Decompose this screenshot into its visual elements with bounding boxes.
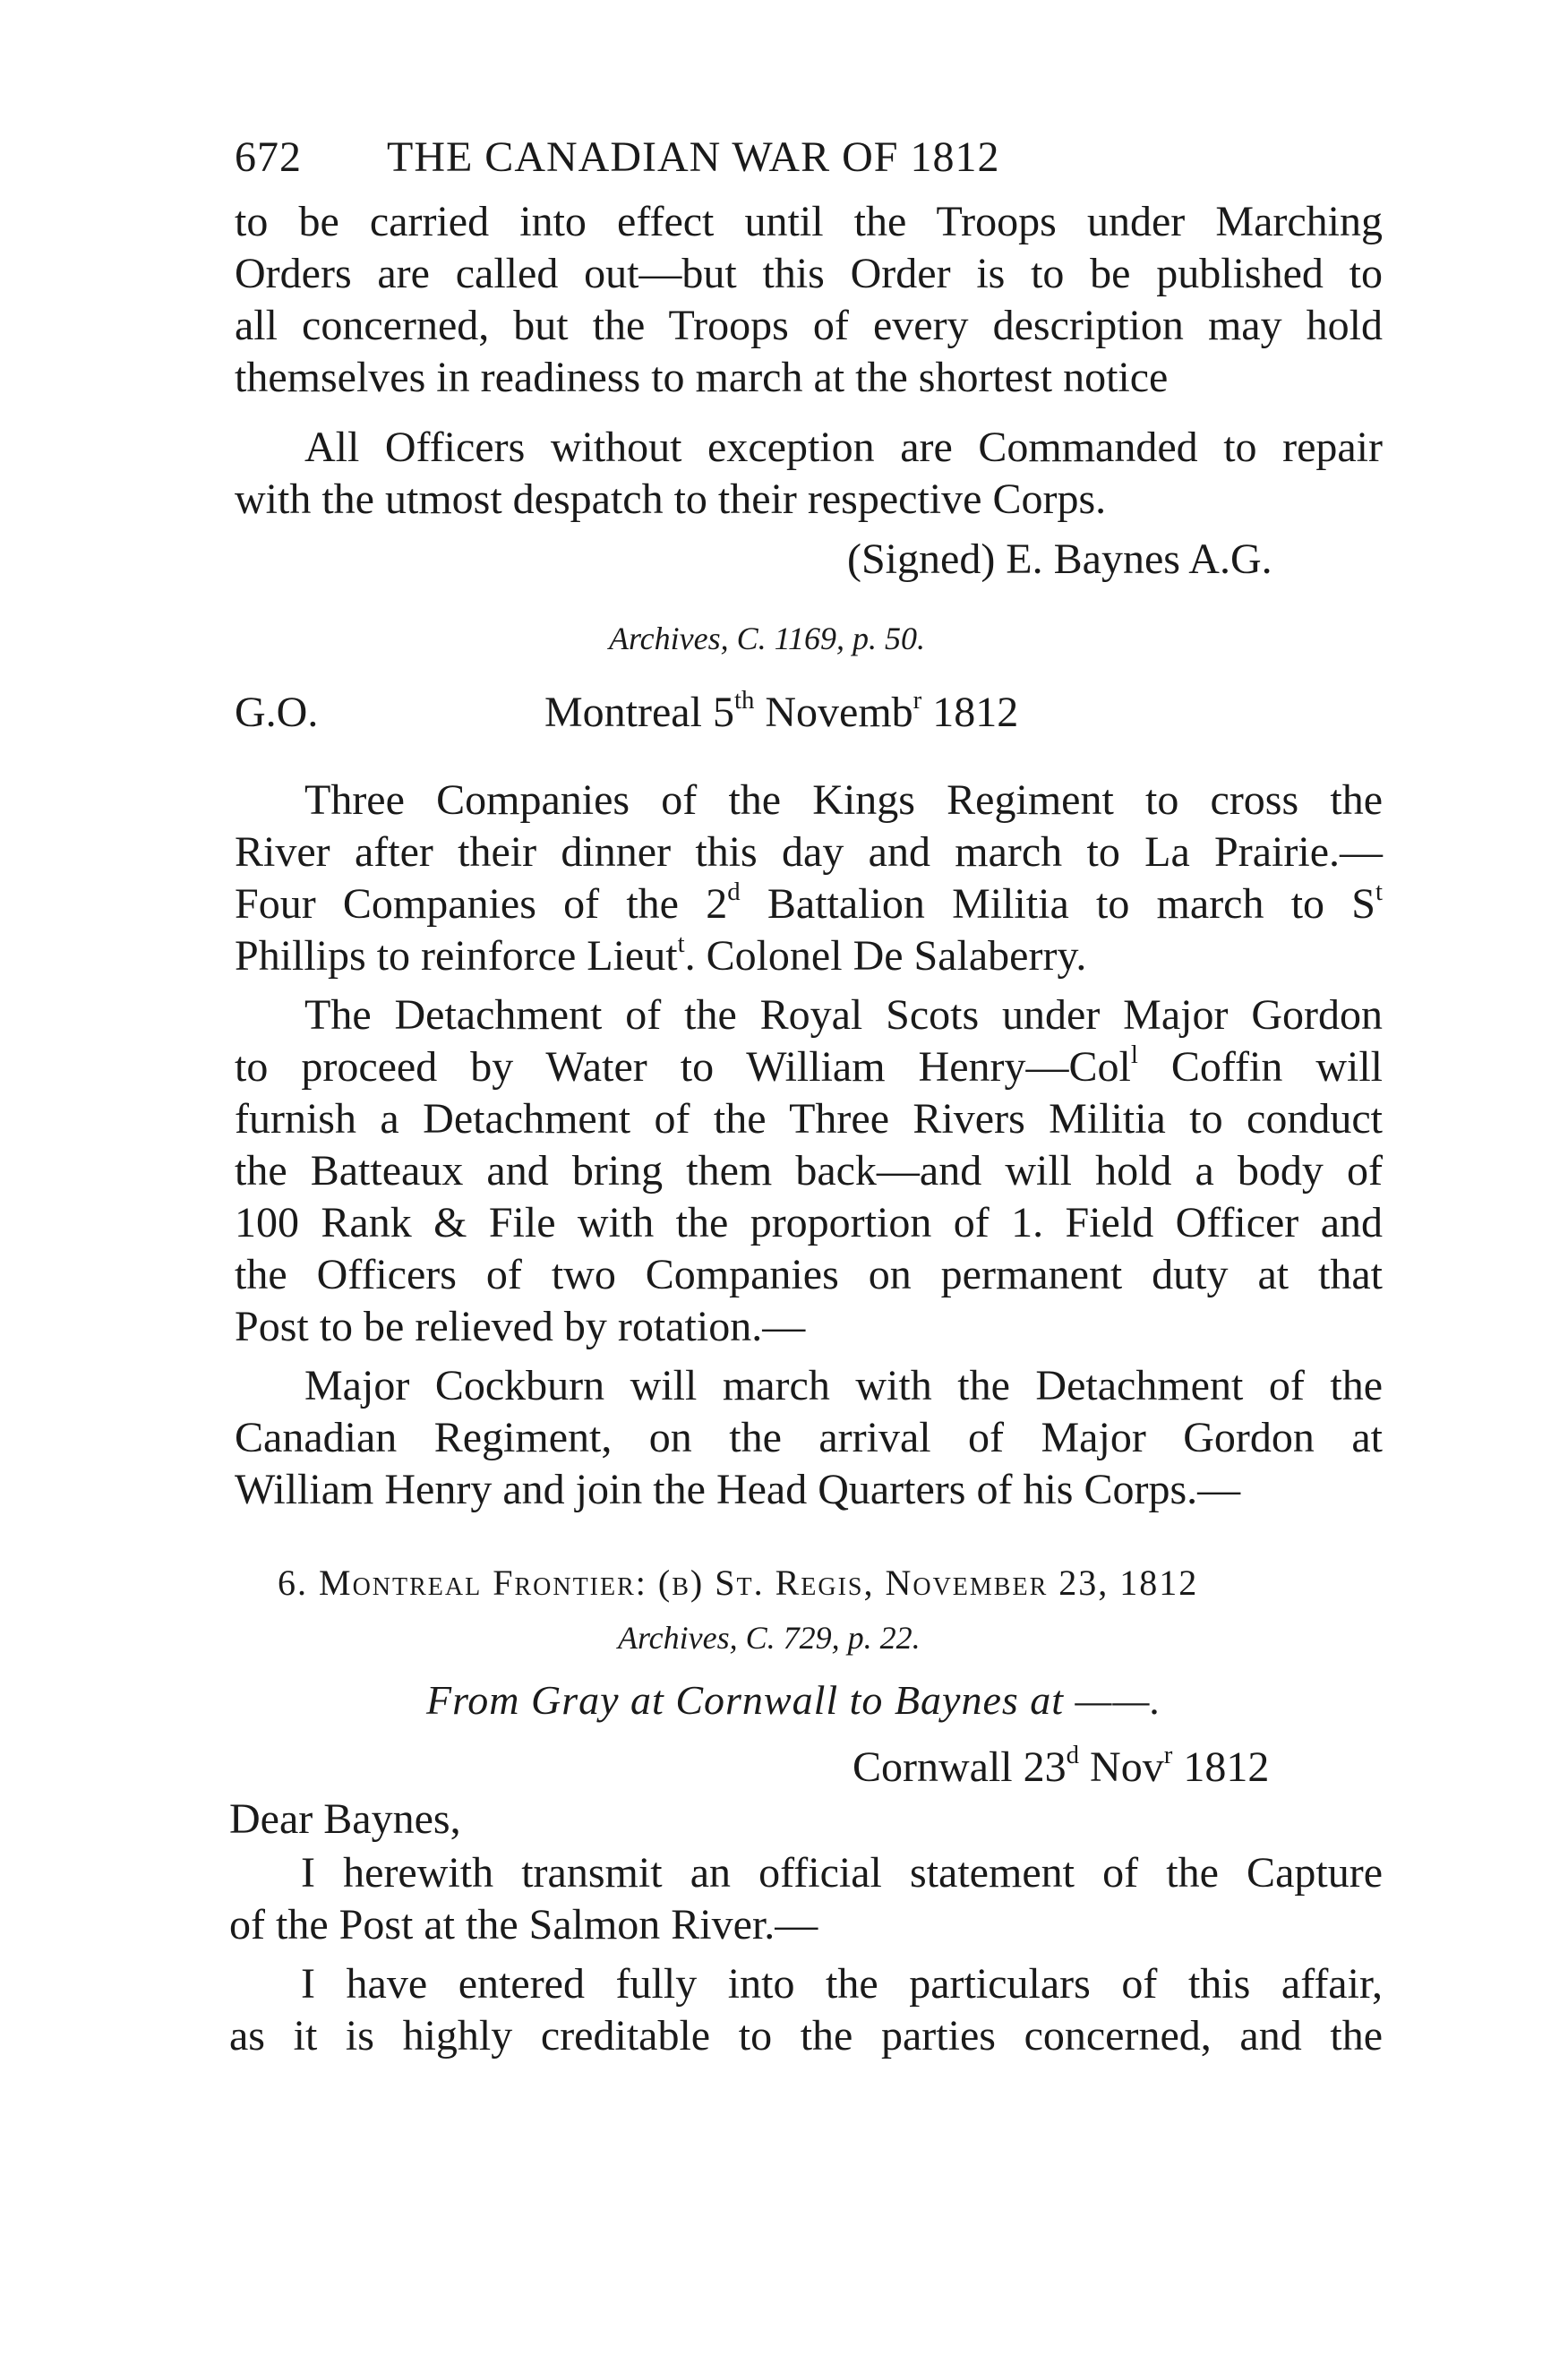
text-line: Major Cockburn will march with the Detachment of the: [304, 1362, 1383, 1409]
text-line: Post to be relieved by rotation.—: [235, 1303, 806, 1350]
text-line: All Officers without exception are Commanded to repair: [304, 424, 1383, 471]
text-line: of the Post at the Salmon River.—: [229, 1901, 818, 1948]
salutation: Dear Baynes,: [229, 1795, 461, 1843]
signature: (Signed) E. Baynes A.G.: [847, 535, 1272, 583]
text-line: River after their dinner this day and march to La Prairie.—: [235, 828, 1383, 876]
text-line: Orders are called out—but this Order is to be published to: [235, 250, 1383, 297]
text-line: all concerned, but the Troops of every description may hold: [235, 302, 1383, 349]
text-line: the Batteaux and bring them back—and will hold a body of: [235, 1147, 1383, 1195]
general-order-label: G.O.: [235, 689, 319, 736]
running-title: THE CANADIAN WAR OF 1812: [387, 133, 1000, 181]
text-line: The Detachment of the Royal Scots under Major Gordon: [304, 991, 1383, 1039]
letter-title: From Gray at Cornwall to Baynes at ——.: [426, 1677, 1161, 1723]
text-line: to be carried into effect until the Troops under Marching: [235, 198, 1383, 245]
text-line: William Henry and join the Head Quarters of his Corps.—: [235, 1466, 1241, 1513]
text-line: themselves in readiness to march at the shortest notice: [235, 354, 1169, 401]
text-line: Three Companies of the Kings Regiment to cross the: [304, 776, 1383, 824]
order-dateline: Montreal 5th Novemb$^r$ 1812: [544, 685, 1019, 736]
text-line: Four Companies of the 2$^d$ Battalion Militia to march to $S^t$: [235, 877, 1384, 928]
archive-reference: Archives, C. 729, p. 22.: [618, 1620, 921, 1656]
page-header: [235, 133, 999, 182]
text-line: as it is highly creditable to the parties concerned, and the: [229, 2012, 1383, 2060]
text-line: Phillips to reinforce Lieut$^t$. Colonel De Salaberry.: [235, 929, 1087, 980]
archive-reference: Archives, C. 1169, p. 50.: [609, 621, 925, 656]
text-line: Canadian Regiment, on the arrival of Major Gordon at: [235, 1414, 1383, 1461]
text-line: I herewith transmit an official statement of the Capture: [301, 1849, 1383, 1897]
section-heading: 6. Montreal Frontier: (b) St. Regis, November 23, 1812: [278, 1563, 1199, 1603]
text-line: the Officers of two Companies on permanent duty at that: [235, 1251, 1383, 1298]
page-number: 672: [235, 133, 302, 181]
text-line: to proceed by Water to William Henry—Col$^l$ Coffin will: [235, 1040, 1384, 1091]
text-line: furnish a Detachment of the Three Rivers Militia to conduct: [235, 1095, 1383, 1143]
letter-dateline: Cornwall 23$^d$ Nov$^r$ 1812: [853, 1740, 1270, 1791]
text-line: 100 Rank & File with the proportion of 1. Field Officer and: [235, 1199, 1383, 1246]
text-line: I have entered fully into the particulars of this affair,: [301, 1960, 1383, 2008]
text-line: with the utmost despatch to their respective Corps.: [235, 475, 1107, 523]
